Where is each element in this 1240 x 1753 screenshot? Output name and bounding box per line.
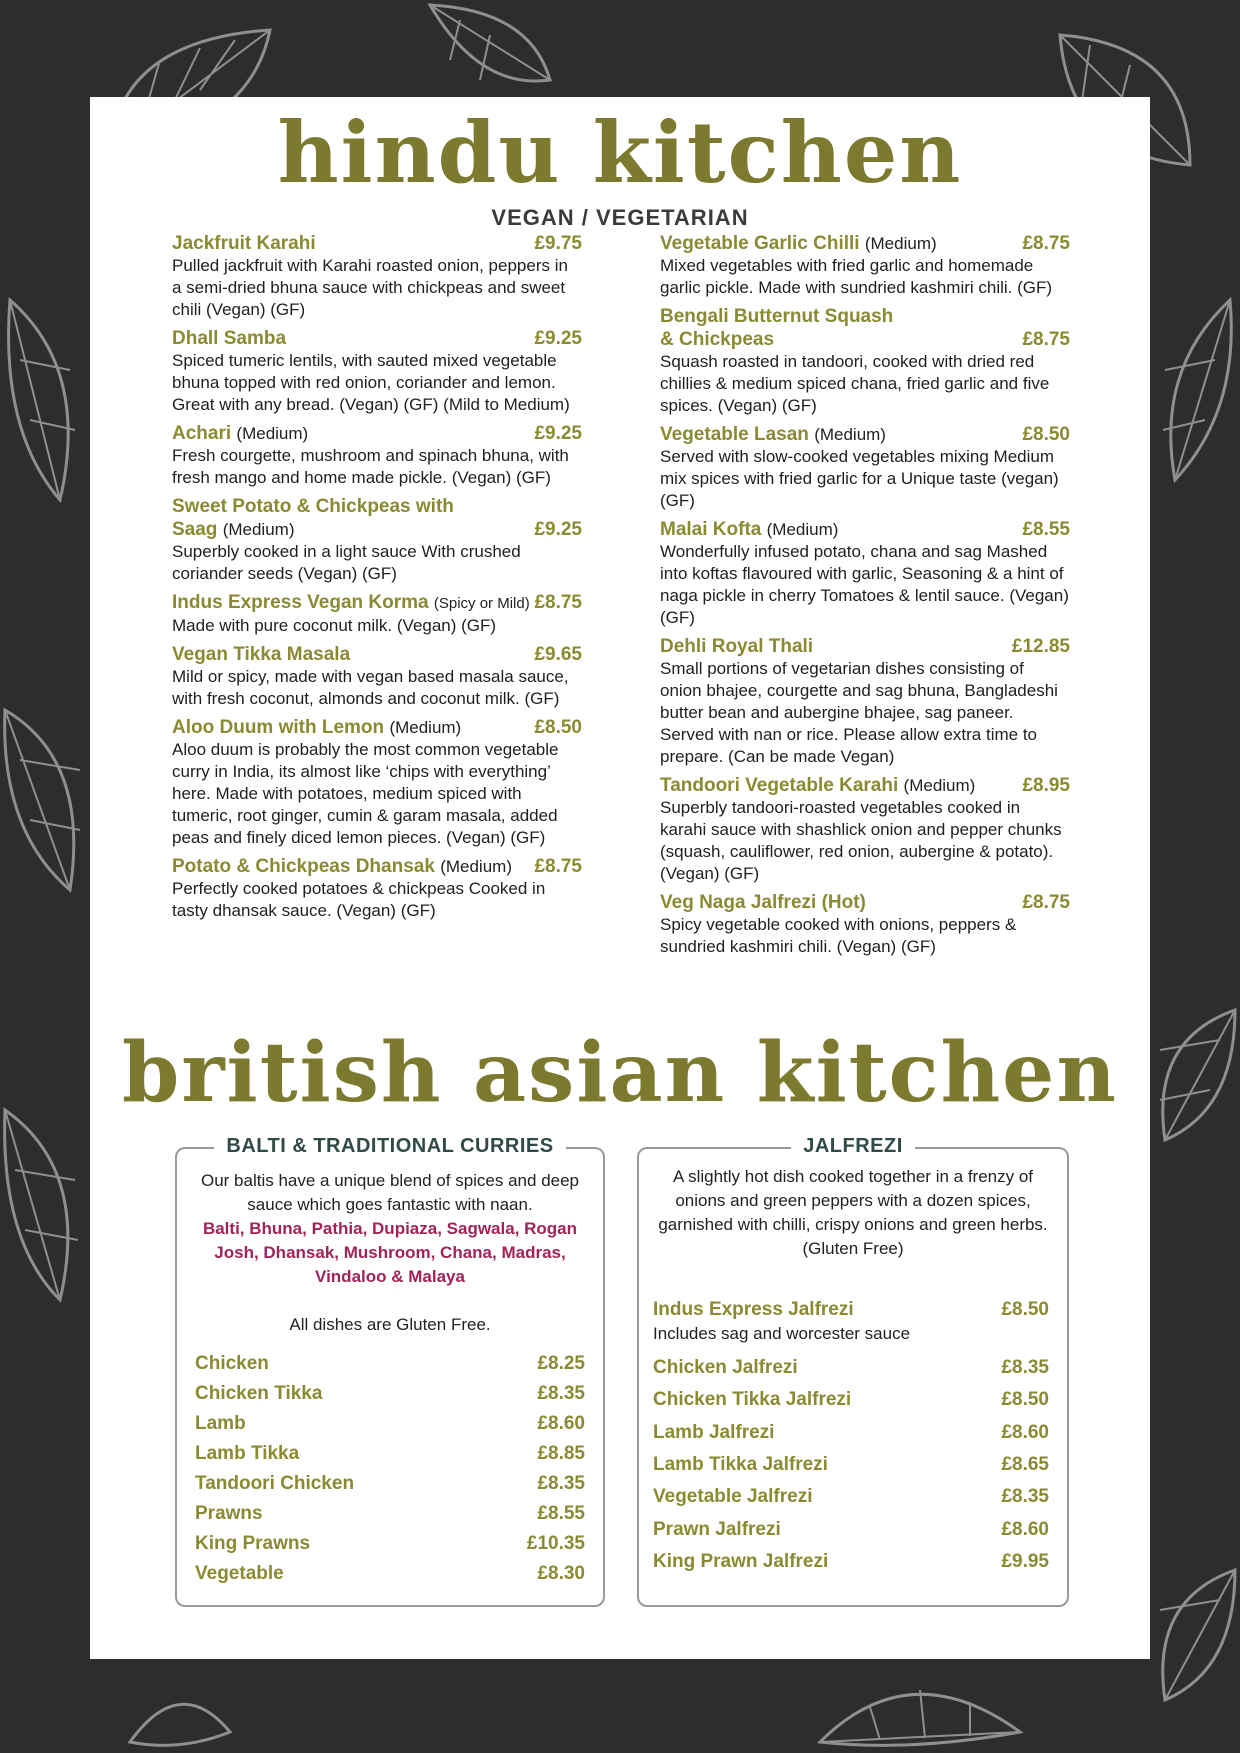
dish-price: £8.65 [1001,1453,1049,1475]
item-description: Superbly cooked in a light sauce With crushed coriander seeds (Vegan) (GF) [172,542,521,583]
price-row [653,1450,1049,1480]
gluten-free-note: All dishes are Gluten Free. [289,1315,491,1334]
item-name: Dhall Samba [172,328,287,349]
item-spice-note: (Medium) [814,425,886,444]
item-name: Aloo Duum with Lemon [172,717,385,738]
menu-item [172,422,582,489]
item-name: Veg Naga Jalfrezi (Hot) [660,892,866,913]
indus-express-jalfrezi [653,1297,1049,1345]
item-price: £8.50 [534,717,582,738]
item-name: Potato & Chickpeas Dhansak [172,856,435,877]
dish-price: £8.55 [537,1503,585,1524]
jalfrezi-intro: A slightly hot dish cooked together in a frenzy of onions and green peppers with a dozen spices, garnished with chilli, crispy onions and green herbs. (Gluten Free) [658,1167,1048,1258]
menu-item [172,327,582,416]
dish-name: Prawns [195,1503,263,1524]
item-name: Dehli Royal Thali [660,636,814,657]
dish-price: £10.35 [526,1533,585,1554]
price-row [653,1353,1049,1383]
dish-price: £8.60 [537,1413,585,1434]
item-description: Made with pure coconut milk. (Vegan) (GF) [172,616,497,635]
dish-price: £8.25 [537,1353,585,1374]
jalfrezi-price-list [653,1353,1049,1577]
item-spice-note: (Medium) [766,520,839,539]
leaf-decoration-icon [0,290,90,510]
leaf-decoration-icon [120,1672,240,1752]
jalfrezi-box [637,1135,1069,1607]
dish-price: £8.85 [537,1443,585,1464]
dish-name: Lamb Jalfrezi [653,1421,775,1443]
item-price: £9.25 [534,519,582,540]
price-row [195,1529,585,1559]
item-name: Bengali Butternut Squash & Chickpeas [660,306,894,350]
menu-item [172,591,582,637]
item-price: £9.75 [534,233,582,254]
item-price: £8.75 [1022,892,1070,913]
item-price: £9.25 [534,328,582,349]
dish-price: £8.50 [1001,1389,1049,1411]
price-row [195,1409,585,1439]
menu-item [172,232,582,321]
price-row [653,1418,1049,1448]
menu-page [90,97,1150,1659]
menu-item [660,518,1070,629]
item-spice-note: (Spicy or Mild) [433,595,530,612]
dish-name: Vegetable Jalfrezi [653,1486,813,1508]
item-price: £12.85 [1011,636,1070,657]
item-spice-note: (Medium) [903,776,976,795]
menu-item [660,635,1070,768]
menu-item [660,774,1070,885]
item-price: £8.50 [1022,424,1070,445]
dish-name: Tandoori Chicken [195,1473,355,1494]
price-row [195,1349,585,1379]
dish-price: £8.60 [1001,1421,1049,1443]
item-description: Spiced tumeric lentils, with sauted mixed vegetable bhuna topped with red onion, coriander and lemon. Great with any bread. (Vegan) (GF) (Mild to Medium) [172,351,570,414]
item-description: Spicy vegetable cooked with onions, peppers & sundried kashmiri chili. (Vegan) (GF) [660,915,1017,956]
menu-item [660,305,1070,417]
item-name: Tandoori Vegetable Karahi [660,775,899,796]
dish-name: Chicken [195,1353,269,1374]
item-spice-note: (Medium) [440,857,512,876]
leaf-decoration-icon [810,1662,1030,1752]
menu-item [172,495,582,585]
item-price: £8.95 [1022,775,1070,796]
leaf-decoration-icon [1150,1560,1240,1710]
item-name: Malai Kofta [660,519,762,540]
item-price: £9.65 [534,644,582,665]
dish-name: Chicken Tikka Jalfrezi [653,1389,852,1411]
item-price: £8.75 [1022,233,1070,254]
item-description: Fresh courgette, mushroom and spinach bhuna, with fresh mango and home made pickle. (Vegan) (GF) [172,446,569,487]
hindu-right-column [660,232,1070,964]
menu-item [660,891,1070,958]
hindu-left-column [172,232,582,928]
price-row [195,1499,585,1529]
dish-name: King Prawns [195,1533,311,1554]
dish-price: £8.30 [537,1563,585,1584]
price-row [195,1379,585,1409]
item-name: Vegetable Garlic Chilli [660,233,860,254]
leaf-decoration-icon [420,0,560,95]
dish-price: £8.35 [1001,1357,1049,1378]
british-asian-kitchen-title: british asian kitchen [122,1025,1118,1121]
vegan-vegetarian-subtitle: VEGAN / VEGETARIAN [491,205,749,230]
item-spice-note: (Medium) [389,718,462,737]
dish-name: Prawn Jalfrezi [653,1518,781,1540]
item-description: Perfectly cooked potatoes & chickpeas Cooked in tasty dhansak sauce. (Vegan) (GF) [172,879,546,920]
dish-name: Chicken Tikka [195,1383,323,1404]
item-description: Mild or spicy, made with vegan based masala sauce, with fresh coconut, almonds and coconut milk. (GF) [172,667,569,708]
price-row [653,1515,1049,1545]
item-price: £8.55 [1022,519,1070,540]
item-description: Served with slow-cooked vegetables mixing Medium mix spices with fried garlic for a Unique taste (vegan) (GF) [660,447,1059,510]
balti-price-list [195,1349,585,1589]
price-row [653,1482,1049,1512]
dish-name: Vegetable [195,1563,284,1584]
leaf-decoration-icon [0,700,90,900]
item-price: £8.75 [534,592,582,613]
hindu-kitchen-title: hindu kitchen [277,103,963,202]
leaf-decoration-icon [1150,1000,1240,1150]
menu-item [172,643,582,710]
item-spice-note: (Medium) [222,520,295,539]
item-name: Jackfruit Karahi [172,233,316,254]
item-description: Aloo duum is probably the most common vegetable curry in India, its almost like ‘chips with everything’ here. Made with potatoes, medium spiced with tumeric, root ginger, cumin & garam masala, added peas and finely diced lemon pieces. (Vegan) (GF) [172,740,559,847]
dish-subtext: Includes sag and worcester sauce [653,1324,911,1343]
leaf-decoration-icon [1155,290,1240,490]
item-price: £9.25 [534,423,582,444]
balti-box [175,1135,605,1607]
item-description: Small portions of vegetarian dishes consisting of onion bhajee, courgette and sag bhuna, Bangladeshi butter bean and aubergine bhajee, sag paneer. Served with nan or rice. Please allow extra time to prepare. (Can be made Vegan) [660,659,1058,766]
dish-name: Lamb Tikka Jalfrezi [653,1453,828,1475]
price-row [195,1559,585,1589]
menu-item [172,716,582,849]
dish-price: £8.50 [1001,1299,1049,1320]
leaf-decoration-icon [0,1100,90,1310]
dish-name: Chicken Jalfrezi [653,1357,798,1378]
item-description: Pulled jackfruit with Karahi roasted onion, peppers in a semi-dried bhuna sauce with chickpeas and sweet chili (Vegan) (GF) [172,256,568,319]
item-description: Squash roasted in tandoori, cooked with dried red chillies & medium spiced chana, fried garlic and five spices. (Vegan) (GF) [660,352,1050,415]
item-name: Achari [172,423,232,444]
balti-intro [189,1169,591,1289]
dish-price: £9.95 [1001,1550,1049,1572]
menu-item [660,232,1070,299]
dish-price: £8.60 [1001,1518,1049,1540]
item-name: Sweet Potato & Chickpeas with Saag [172,496,454,540]
dish-name: Lamb Tikka [195,1443,300,1464]
dish-name: Lamb [195,1413,246,1434]
item-description: Wonderfully infused potato, chana and sag Mashed into koftas flavoured with garlic, Seasoning & a hint of naga pickle in cherry Tomatoes & lentil sauce. (Vegan) (GF) [660,542,1069,627]
dish-price: £8.35 [1001,1486,1049,1508]
menu-item [172,855,582,922]
item-name: Vegan Tikka Masala [172,644,351,665]
jalfrezi-box-label: JALFREZI [791,1135,915,1157]
item-spice-note: (Medium) [864,234,937,253]
price-row [653,1547,1049,1577]
price-row [653,1385,1049,1415]
item-description: Mixed vegetables with fried garlic and homemade garlic pickle. Made with sundried kashmiri chili. (GF) [660,256,1053,297]
item-price: £8.75 [1022,329,1070,350]
dish-name: Indus Express Jalfrezi [653,1299,854,1320]
balti-styles-list: Balti, Bhuna, Pathia, Dupiaza, Sagwala, Rogan Josh, Dhansak, Mushroom, Chana, Madras, Vindaloo & Malaya [202,1219,578,1286]
price-row [195,1439,585,1469]
menu-item [660,423,1070,512]
balti-box-label: BALTI & TRADITIONAL CURRIES [214,1135,565,1157]
item-spice-note: (Medium) [236,424,309,443]
dish-price: £8.35 [537,1383,585,1404]
item-name: Indus Express Vegan Korma [172,592,429,613]
item-description: Superbly tandoori-roasted vegetables cooked in karahi sauce with shashlick onion and pepper chunks (squash, cauliflower, red onion, aubergine & potato). (Vegan) (GF) [660,798,1062,883]
item-price: £8.75 [534,856,582,877]
dish-price: £8.35 [537,1473,585,1494]
item-name: Vegetable Lasan [660,424,809,445]
dish-name: King Prawn Jalfrezi [653,1550,829,1572]
price-row [195,1469,585,1499]
balti-intro-text: Our baltis have a unique blend of spices and deep sauce which goes fantastic with naan. [200,1171,580,1214]
